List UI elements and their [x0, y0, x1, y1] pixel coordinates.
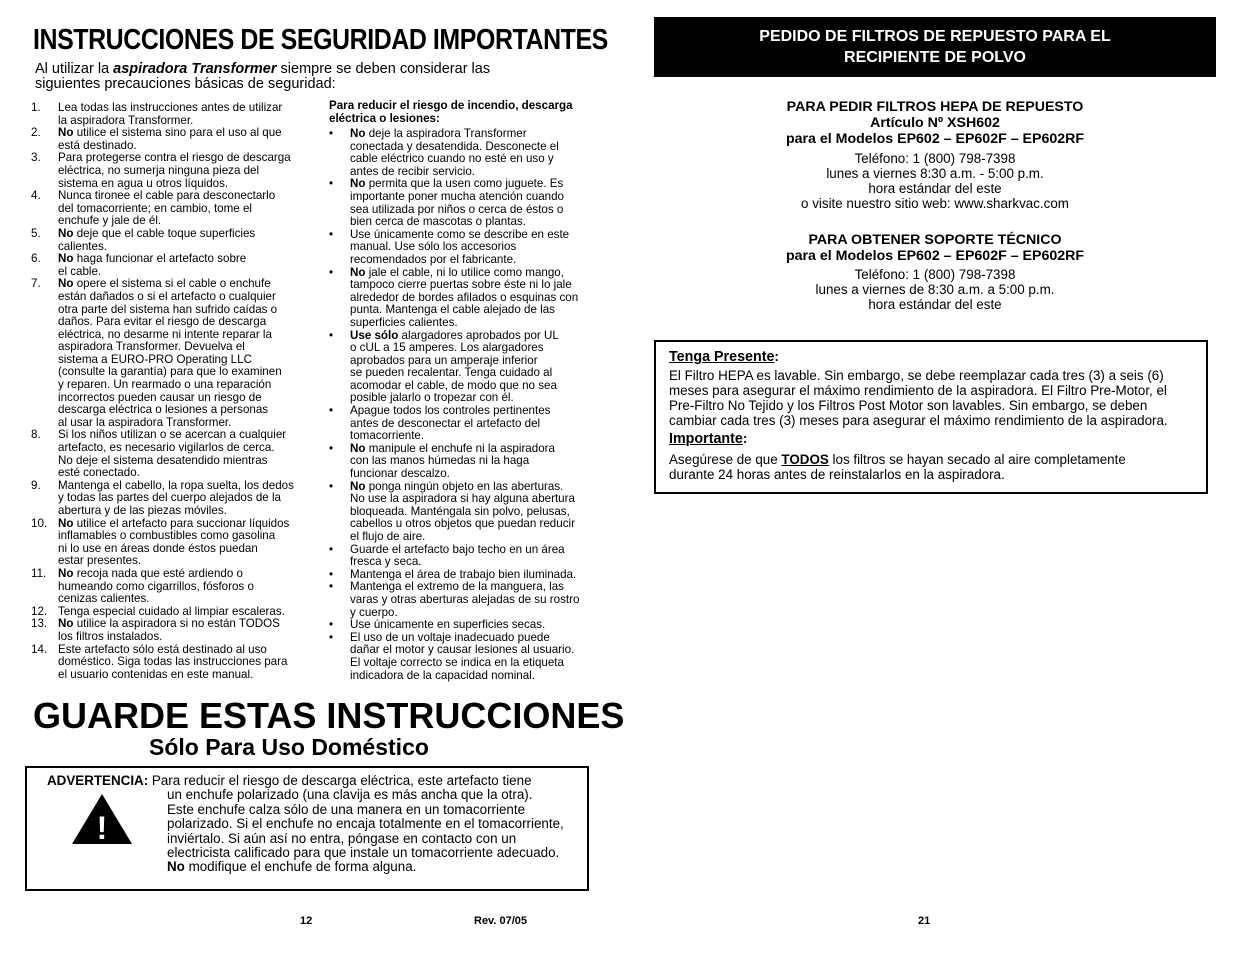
note-heading-2: Importante	[669, 431, 743, 447]
bullet-line: Mantenga el extremo de la manguera, las	[350, 580, 564, 594]
bullet-text	[350, 443, 604, 481]
save-instructions-heading: GUARDE ESTAS INSTRUCCIONES	[33, 695, 625, 736]
warning-line: Este enchufe calza sólo de una manera en un tomacorriente	[167, 801, 526, 817]
bullet-icon: •	[329, 580, 334, 594]
warning-last-line: modifique el enchufe de forma alguna.	[184, 859, 417, 875]
item-line: eléctrica, no sumerja ninguna pieza del	[58, 163, 260, 177]
bullet-text	[350, 619, 604, 632]
bulleted-safety-list	[329, 128, 604, 682]
bullet-line: posible jalarlo o tropezar con él.	[350, 391, 514, 405]
bullet-icon: •	[329, 618, 334, 632]
item-line: del tomacorriente; en cambio, tome el	[58, 201, 252, 215]
item-number: 3.	[31, 151, 41, 165]
bullet-icon: •	[329, 441, 334, 455]
bullet-line: antes de recibir servicio.	[350, 164, 476, 178]
numbered-item	[31, 102, 321, 127]
bullet-line: se pueden recalentar. Tenga cuidado al	[350, 366, 553, 380]
item-line: calientes.	[58, 239, 107, 253]
item-line: y reparen. Un rearmado o una reparación	[58, 378, 272, 392]
bullet-icon: •	[329, 127, 334, 140]
hepa-models: para el Modelos EP602 – EP602F – EP602RF	[785, 131, 1085, 147]
numbered-item	[31, 190, 321, 228]
bullet-line: importante poner mucha atención cuando	[350, 189, 564, 203]
warning-text	[47, 774, 587, 875]
bullet-line: Use únicamente como se describe en este	[350, 227, 570, 241]
item-line: eléctrica, no desarme ni intente reparar la	[58, 327, 272, 341]
bullet-line: varas y otras aberturas alejadas de su rostro	[350, 592, 580, 606]
hepa-website: o visite nuestro sitio web: www.sharkvac.com	[801, 196, 1069, 211]
bullet-line: No permita que la usen como juguete. Es	[350, 177, 564, 191]
item-text	[58, 228, 321, 253]
banner-line-1: PEDIDO DE FILTROS DE REPUESTO PARA EL	[759, 28, 1111, 45]
item-line: No haga funcionar el artefacto sobre	[58, 252, 247, 266]
revision-label: Rev. 07/05	[474, 915, 528, 927]
numbered-item	[31, 568, 321, 606]
item-line: No utilice el sistema sino para el uso al que	[58, 126, 282, 140]
page-number-left: 12	[300, 915, 313, 927]
item-number: 4.	[31, 189, 41, 203]
page-number-right: 21	[918, 915, 931, 927]
bullet-line: Use sólo alargadores aprobados por UL	[350, 328, 559, 342]
item-line: y todas las partes del cuerpo alejados de la	[58, 491, 281, 505]
item-line: artefacto, es necesario vigilarlos de cerca.	[58, 441, 275, 455]
bullet-line: superficies calientes.	[350, 315, 458, 329]
bullet-text	[350, 581, 604, 619]
item-line: daños. Para evitar el riesgo de descarga	[58, 315, 267, 329]
bullet-line: No manipule el enchufe ni la aspiradora	[350, 441, 555, 455]
item-line: No opere el sistema si el cable o enchufe	[58, 277, 271, 291]
bullet-icon: •	[329, 630, 334, 644]
item-text	[58, 644, 321, 682]
hepa-heading: PARA PEDIR FILTROS HEPA DE REPUESTO	[786, 99, 1084, 115]
hepa-phone: Teléfono: 1 (800) 798-7398	[854, 151, 1016, 166]
bullet-line: alrededor de bordes afilados o esquinas con	[350, 290, 579, 304]
bullet-line: aprobados para un amperaje inferior	[350, 353, 538, 367]
item-line: abertura y de las piezas móviles.	[58, 504, 227, 517]
bullet-line: Apague todos los controles pertinentes	[350, 404, 551, 418]
bullet-list-heading: Para reducir el riesgo de incendio, descarga eléctrica o lesiones:	[329, 99, 573, 125]
item-number: 2.	[31, 126, 41, 140]
item-line: Para protegerse contra el riesgo de descarga	[58, 151, 291, 165]
bullet-text	[350, 267, 604, 330]
warning-exclamation: !	[96, 810, 108, 845]
item-number: 6.	[31, 252, 41, 266]
bullet-line: No jale el cable, ni lo utilice como mango,	[350, 265, 564, 279]
item-line: sistema en agua u otros líquidos.	[58, 176, 229, 190]
numbered-item	[31, 480, 321, 518]
item-line: humeando como cigarrillos, fósforos o	[58, 579, 254, 593]
item-number: 1.	[31, 101, 41, 114]
banner-line-2: RECIPIENTE DE POLVO	[844, 49, 1026, 66]
bullet-item	[329, 267, 604, 330]
bullet-line: o cUL a 15 amperes. Los alargadores	[350, 341, 544, 355]
item-number: 14.	[31, 642, 48, 656]
item-text	[58, 568, 321, 606]
item-line: Lea todas las instrucciones antes de utilizar	[58, 101, 283, 114]
note-line: meses para asegurar el máximo rendimiento de la aspiradora. El Filtro Pre-Motor, el	[669, 383, 1167, 398]
bullet-line: El voltaje correcto se indica en la etiqueta	[350, 655, 564, 669]
item-line: están dañados o si el artefacto o cualquier	[58, 289, 276, 303]
item-text	[58, 480, 321, 518]
bullet-item	[329, 481, 604, 544]
warning-line: electricista calificado para que instale un tomacorriente adecuado.	[167, 845, 560, 861]
bullet-line: tampoco cierre puertas sobre éste ni lo jale	[350, 278, 572, 292]
bullet-line: acomodar el cable, de modo que no sea	[350, 378, 557, 392]
note-line: El Filtro HEPA es lavable. Sin embargo, se debe reemplazar cada tres (3) a seis (6)	[669, 368, 1164, 383]
bullet-line: bloqueada. Manténgala sin polvo, pelusas,	[350, 504, 570, 518]
item-line: No deje que el cable toque superficies	[58, 226, 256, 240]
bullet-icon: •	[329, 479, 334, 493]
item-line: esté conectado.	[58, 466, 140, 480]
bullet-line: antes de desconectar el artefacto del	[350, 416, 541, 430]
item-text	[58, 102, 321, 127]
hepa-timezone: hora estándar del este	[868, 181, 1002, 196]
numbered-item	[31, 152, 321, 190]
support-hours: lunes a viernes de 8:30 a.m. a 5:00 p.m.	[815, 282, 1055, 297]
replacement-filter-banner	[654, 17, 1216, 77]
item-line: No deje el sistema desatendido mientras	[58, 453, 268, 467]
item-line: el usuario contenidas en este manual.	[58, 667, 254, 681]
colon-1: :	[774, 349, 779, 364]
bullet-text	[350, 128, 604, 178]
bullet-item	[329, 619, 604, 632]
numbered-item	[31, 278, 321, 429]
item-line: el cable.	[58, 264, 102, 278]
bullet-line: Guarde el artefacto bajo techo en un área	[350, 542, 565, 556]
item-line: No recoja nada que esté ardiendo o	[58, 566, 243, 580]
colon-2: :	[742, 431, 748, 446]
warning-line: polarizado. Si el enchufe no encaja totalmente en el tomacorriente,	[167, 816, 564, 832]
warning-line: inviértalo. Si aún así no entra, póngase en contacto con un	[167, 830, 517, 846]
bullet-text	[350, 481, 604, 544]
item-line: Este artefacto sólo está destinado al uso	[58, 642, 267, 656]
numbered-item	[31, 228, 321, 253]
bullet-item	[329, 229, 604, 267]
bullet-text	[350, 178, 604, 228]
note-heading-1: Tenga Presente	[669, 349, 775, 365]
bullet-icon: •	[329, 227, 334, 241]
bullet-text	[350, 330, 604, 406]
bullet-line: con las manos húmedas ni la haga	[350, 454, 530, 468]
bullet-line: recomendados por el fabricante.	[350, 252, 517, 266]
note-p2-bold: TODOS	[781, 452, 829, 467]
numbered-item	[31, 429, 321, 479]
bullet-line: sea utilizada por niños o cerca de éstos o	[350, 202, 564, 216]
bullet-item	[329, 128, 604, 178]
item-line: aspiradora Transformer. Devuelva el	[58, 340, 245, 354]
bullet-item	[329, 405, 604, 443]
item-number: 5.	[31, 226, 41, 240]
bullet-item	[329, 178, 604, 228]
note-p2-post: los filtros se hayan secado al aire completamente	[828, 452, 1126, 467]
item-line: No utilice el artefacto para succionar líquidos	[58, 516, 290, 530]
item-number: 8.	[31, 428, 41, 442]
item-text	[58, 429, 321, 479]
warning-first-line: Para reducir el riesgo de descarga eléctrica, este artefacto tiene	[148, 773, 532, 788]
item-line: doméstico. Siga todas las instrucciones para	[58, 655, 288, 669]
warning-last-bold: No	[167, 859, 185, 875]
bullet-line: No deje la aspiradora Transformer	[350, 127, 527, 140]
item-line: Tenga especial cuidado al limpiar escaleras.	[58, 604, 285, 618]
numbered-item	[31, 644, 321, 682]
item-line: No utilice la aspiradora si no están TODOS	[58, 617, 280, 631]
note-line: cambiar cada tres (3) meses para asegurar el máximo rendimiento de la aspiradora.	[669, 413, 1168, 428]
item-line: enchufe y jale de él.	[58, 214, 162, 228]
hepa-hours: lunes a viernes 8:30 a.m. - 5:00 p.m.	[826, 166, 1044, 181]
item-number: 10.	[31, 516, 48, 530]
bullet-item	[329, 632, 604, 682]
bullet-line: fresca y seca.	[350, 555, 422, 569]
note-line: Pre-Filtro No Tejido y los Filtros Post Motor son lavables. Sin embargo, se deben	[669, 398, 1148, 413]
bullet-item	[329, 544, 604, 569]
item-text	[58, 127, 321, 152]
item-line: (consulte la garantía) para que lo examinen	[58, 365, 282, 379]
bullet-item	[329, 443, 604, 481]
bullet-item	[329, 581, 604, 619]
bullet-line: Use únicamente en superficies secas.	[350, 618, 546, 632]
support-models: para el Modelos EP602 – EP602F – EP602RF	[785, 248, 1085, 264]
bullet-line: No ponga ningún objeto en las aberturas.	[350, 479, 564, 493]
numbered-safety-list	[31, 102, 321, 681]
bullet-text	[350, 632, 604, 682]
bullet-text	[350, 544, 604, 569]
intro-brand: aspiradora Transformer	[113, 61, 277, 77]
bullet-line: No use la aspiradora si hay alguna abertura	[350, 492, 575, 506]
bullet-icon: •	[329, 177, 334, 191]
hepa-order-section	[654, 99, 1216, 211]
note-p2-pre: Asegúrese de que	[669, 452, 782, 467]
bullet-icon: •	[329, 542, 334, 556]
item-line: la aspiradora Transformer.	[58, 113, 194, 127]
item-line: Si los niños utilizan o se acercan a cualquier	[58, 428, 287, 442]
bullet-line: el flujo de aire.	[350, 530, 426, 543]
item-text	[58, 518, 321, 568]
warning-line: un enchufe polarizado (una clavija es más ancha que la otra).	[167, 787, 533, 803]
tech-support-section	[654, 232, 1216, 312]
bullet-text	[350, 229, 604, 267]
item-line: inflamables o combustibles como gasolina	[58, 529, 276, 543]
bullet-icon: •	[329, 265, 334, 279]
item-line: Nunca tironee el cable para desconectarlo	[58, 189, 276, 203]
bullet-line: funcionar descalzo.	[350, 467, 450, 481]
bullet-line: punta. Mantenga el cable alejado de las	[350, 303, 555, 317]
numbered-item	[31, 518, 321, 568]
warning-label: ADVERTENCIA:	[47, 773, 149, 788]
page-title: INSTRUCCIONES DE SEGURIDAD IMPORTANTES	[33, 24, 608, 56]
bullet-line: Mantenga el área de trabajo bien iluminada.	[350, 567, 577, 581]
bullet-line: tomacorriente.	[350, 429, 425, 443]
item-line: otra parte del sistema han sufrido caídas o	[58, 302, 278, 316]
bullet-line: El uso de un voltaje inadecuado puede	[350, 630, 550, 644]
item-line: está destinado.	[58, 138, 137, 152]
warning-lines	[47, 788, 587, 860]
bullet-line: cable eléctrico cuando no esté en uso y	[350, 152, 554, 166]
item-text	[58, 618, 321, 643]
item-line: los filtros instalados.	[58, 629, 163, 643]
bullet-icon: •	[329, 567, 334, 581]
bullet-line: indicadora de la capacidad nominal.	[350, 668, 535, 682]
item-line: cenizas calientes.	[58, 592, 150, 606]
intro-pre: Al utilizar la	[35, 61, 114, 77]
bullet-line: manual. Use sólo los accesorios	[350, 240, 517, 254]
bullet-icon: •	[329, 404, 334, 418]
warning-box	[25, 766, 589, 891]
numbered-item	[31, 618, 321, 643]
item-line: al usar la aspiradora Transformer.	[58, 415, 232, 429]
intro-paragraph	[35, 62, 555, 92]
bullet-line: cabellos u otros objetos que puedan reducir	[350, 517, 575, 531]
note-p2-line2: durante 24 horas antes de reinstalarlos en la aspiradora.	[669, 467, 1005, 482]
item-number: 12.	[31, 604, 48, 618]
item-text	[58, 253, 321, 278]
support-timezone: hora estándar del este	[868, 297, 1002, 312]
bullet-line: dañar el motor y causar lesiones al usuario.	[350, 643, 575, 657]
bullet-item	[329, 330, 604, 406]
note-box	[654, 340, 1208, 494]
item-line: descarga eléctrica o lesiones a personas	[58, 403, 269, 417]
item-number: 13.	[31, 617, 48, 631]
bullet-line: conectada y desatendida. Desconecte el	[350, 139, 559, 153]
item-text	[58, 278, 321, 429]
item-line: ni lo use en áreas donde éstos puedan	[58, 541, 258, 555]
numbered-item	[31, 127, 321, 152]
intro-post: siempre se deben considerar las siguientes precauciones básicas de seguridad:	[35, 61, 491, 92]
item-line: Mantenga el cabello, la ropa suelta, los dedos	[58, 478, 294, 492]
item-line: incorrectos pueden causar un riesgo de	[58, 390, 262, 404]
support-heading: PARA OBTENER SOPORTE TÉCNICO	[808, 232, 1062, 248]
bullet-icon: •	[329, 328, 334, 342]
item-line: estar presentes.	[58, 554, 142, 568]
support-phone: Teléfono: 1 (800) 798-7398	[854, 267, 1016, 282]
bullet-line: y cuerpo.	[350, 605, 398, 619]
hepa-item-number: Artículo Nº XSH602	[870, 115, 1000, 131]
bullet-line: bien cerca de mascotas o plantas.	[350, 215, 526, 229]
item-number: 7.	[31, 277, 41, 291]
item-text	[58, 152, 321, 190]
numbered-item	[31, 253, 321, 278]
item-line: sistema a EURO-PRO Operating LLC	[58, 352, 252, 366]
bullet-text	[350, 405, 604, 443]
household-use-subheading: Sólo Para Uso Doméstico	[149, 734, 429, 760]
item-number: 11.	[31, 566, 47, 580]
item-text	[58, 190, 321, 228]
item-number: 9.	[31, 478, 41, 492]
